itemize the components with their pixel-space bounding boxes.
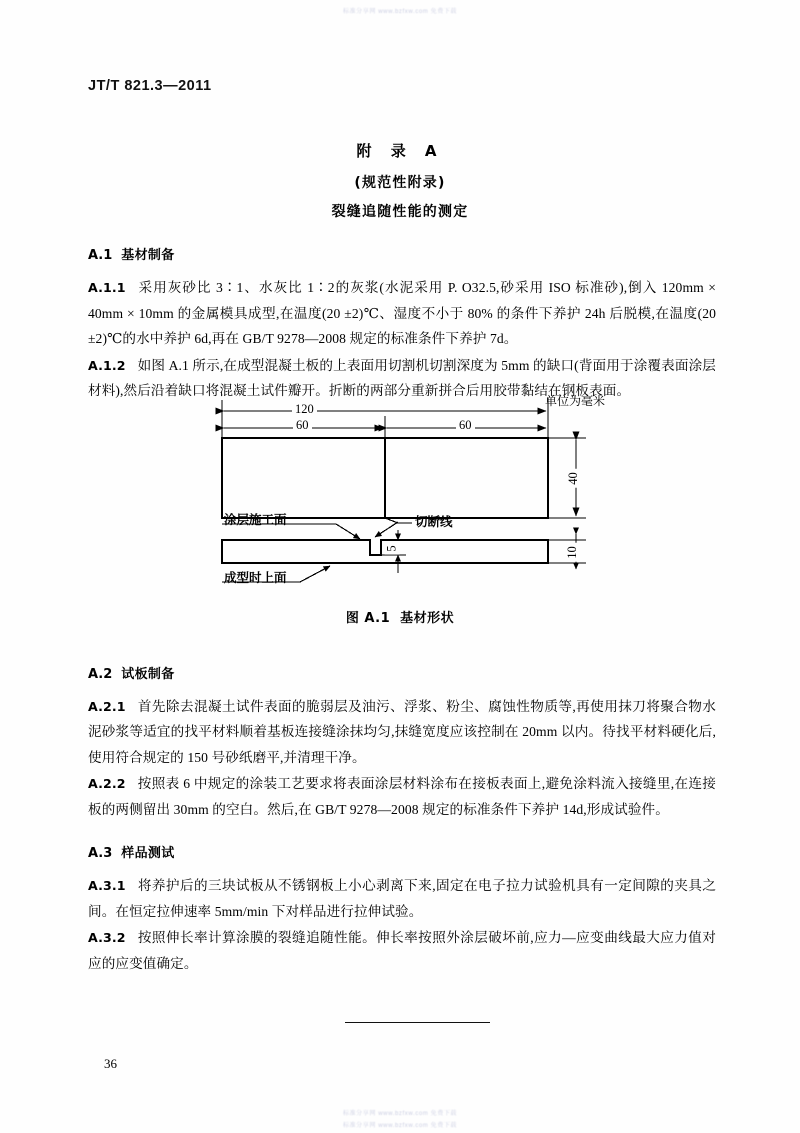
watermark-bottom-1: 标准分享网 www.bzfxw.com 免费下载	[342, 1111, 458, 1117]
dimension-label-left-half: 60	[293, 418, 312, 433]
paragraph-number-a31: A.3.1	[88, 878, 126, 893]
dimension-label-total: 120	[292, 402, 317, 417]
paragraph-a31	[88, 873, 716, 924]
paragraph-number-a12: A.1.2	[88, 357, 126, 373]
clause-number-a1: A.1	[88, 248, 113, 263]
paragraph-text-a22: 按照表 6 中规定的涂装工艺要求将表面涂层材料涂布在接板表面上,避免涂料流入接缝里,在连接板的两侧留出 30mm 的空白。然后,在 GB/T 9278—2008 规定的标准条件下养护 14d,形成试验件。	[88, 776, 716, 817]
running-header: JT/T 821.3—2011	[88, 78, 212, 94]
page-number: 36	[104, 1056, 117, 1071]
clause-number-a2: A.2	[88, 666, 113, 682]
clause-title-a1: 基材制备	[121, 248, 175, 263]
paragraph-text-a31: 将养护后的三块试板从不锈钢板上小心剥离下来,固定在电子拉力试验机具有一定间隙的夹具之间。在恒定拉伸速率 5mm/min 下对样品进行拉伸试验。	[88, 878, 716, 919]
paragraph-number-a21: A.2.1	[88, 698, 126, 714]
clause-heading-a2	[88, 663, 716, 682]
footer-rule	[345, 1022, 490, 1023]
figure-caption	[0, 607, 800, 626]
annex-kind: (规范性附录)	[354, 175, 446, 191]
dimension-label-notch-depth: 5	[385, 542, 400, 554]
dimension-label-thickness: 10	[565, 543, 580, 562]
label-mold-top-face: 成型时上面	[224, 570, 287, 585]
clause-heading-a3	[88, 842, 716, 861]
clause-title-a2: 试板制备	[121, 666, 175, 682]
watermark-bottom-2: 标准分享网 www.bzfxw.com 免费下载	[342, 1123, 458, 1129]
clause-title-a3: 样品测试	[121, 846, 175, 861]
paragraph-a22	[88, 771, 716, 822]
paragraph-text-a12: 如图 A.1 所示,在成型混凝土板的上表面用切割机切割深度为 5mm 的缺口(背面用于涂覆表面涂层材料),然后沿着缺口将混凝土试件瓣开。折断的两部分重新拼合后用胶带黏结在钢板表面。	[88, 357, 716, 398]
figure-unit-note: 单位为毫米	[545, 394, 606, 408]
paragraph-a11	[88, 275, 716, 352]
paragraph-text-a21: 首先除去混凝土试件表面的脆弱层及油污、浮浆、粉尘、腐蚀性物质等,再使用抹刀将聚合物水泥砂浆等适宜的找平材料顺着基板连接缝涂抹均匀,抹缝宽度应该控制在 20mm 以内。待找平材料硬化后,使用符合规定的 150 号砂纸磨平,并清理干净。	[88, 698, 716, 765]
annex-title: 附 录 A	[356, 142, 444, 160]
clause-heading-a1	[88, 244, 716, 263]
dimension-label-height: 40	[566, 469, 581, 488]
annex-name: 裂缝追随性能的测定	[331, 204, 469, 220]
label-cut-line: 切断线	[415, 514, 453, 529]
paragraph-a32	[88, 925, 716, 976]
paragraph-text-a11: 采用灰砂比 3∶1、水灰比 1∶2的灰浆(水泥采用 P. O32.5,砂采用 ISO 标准砂),倒入 120mm × 40mm × 10mm 的金属模具成型,在温度(20 ±2)℃、湿度不小于 80% 的条件下养护 24h 后脱模,在温度(20 ±2)℃的水中养护 6d,再在 GB/T 9278—2008 规定的标准条件下养护 7d。	[88, 280, 716, 346]
figure-caption-number: 图 A.1	[345, 611, 391, 626]
dimension-label-right-half: 60	[456, 418, 475, 433]
paragraph-number-a22: A.2.2	[88, 776, 126, 791]
section-spacer	[88, 823, 716, 842]
annex-title-block	[0, 140, 800, 221]
clause-number-a3: A.3	[88, 846, 113, 861]
paragraph-number-a11: A.1.1	[88, 280, 126, 295]
paragraph-number-a32: A.3.2	[88, 930, 126, 945]
figure-caption-text: 基材形状	[400, 611, 455, 626]
watermark-top: 标准分享网 www.bzfxw.com 免费下载	[342, 9, 458, 15]
paragraph-text-a32: 按照伸长率计算涂膜的裂缝追随性能。伸长率按照外涂层破坏前,应力—应变曲线最大应力值对应的应变值确定。	[88, 930, 716, 971]
paragraph-a21	[88, 694, 716, 771]
figure-a1-drawing	[0, 392, 800, 602]
label-coating-face: 涂层施工面	[224, 512, 287, 527]
